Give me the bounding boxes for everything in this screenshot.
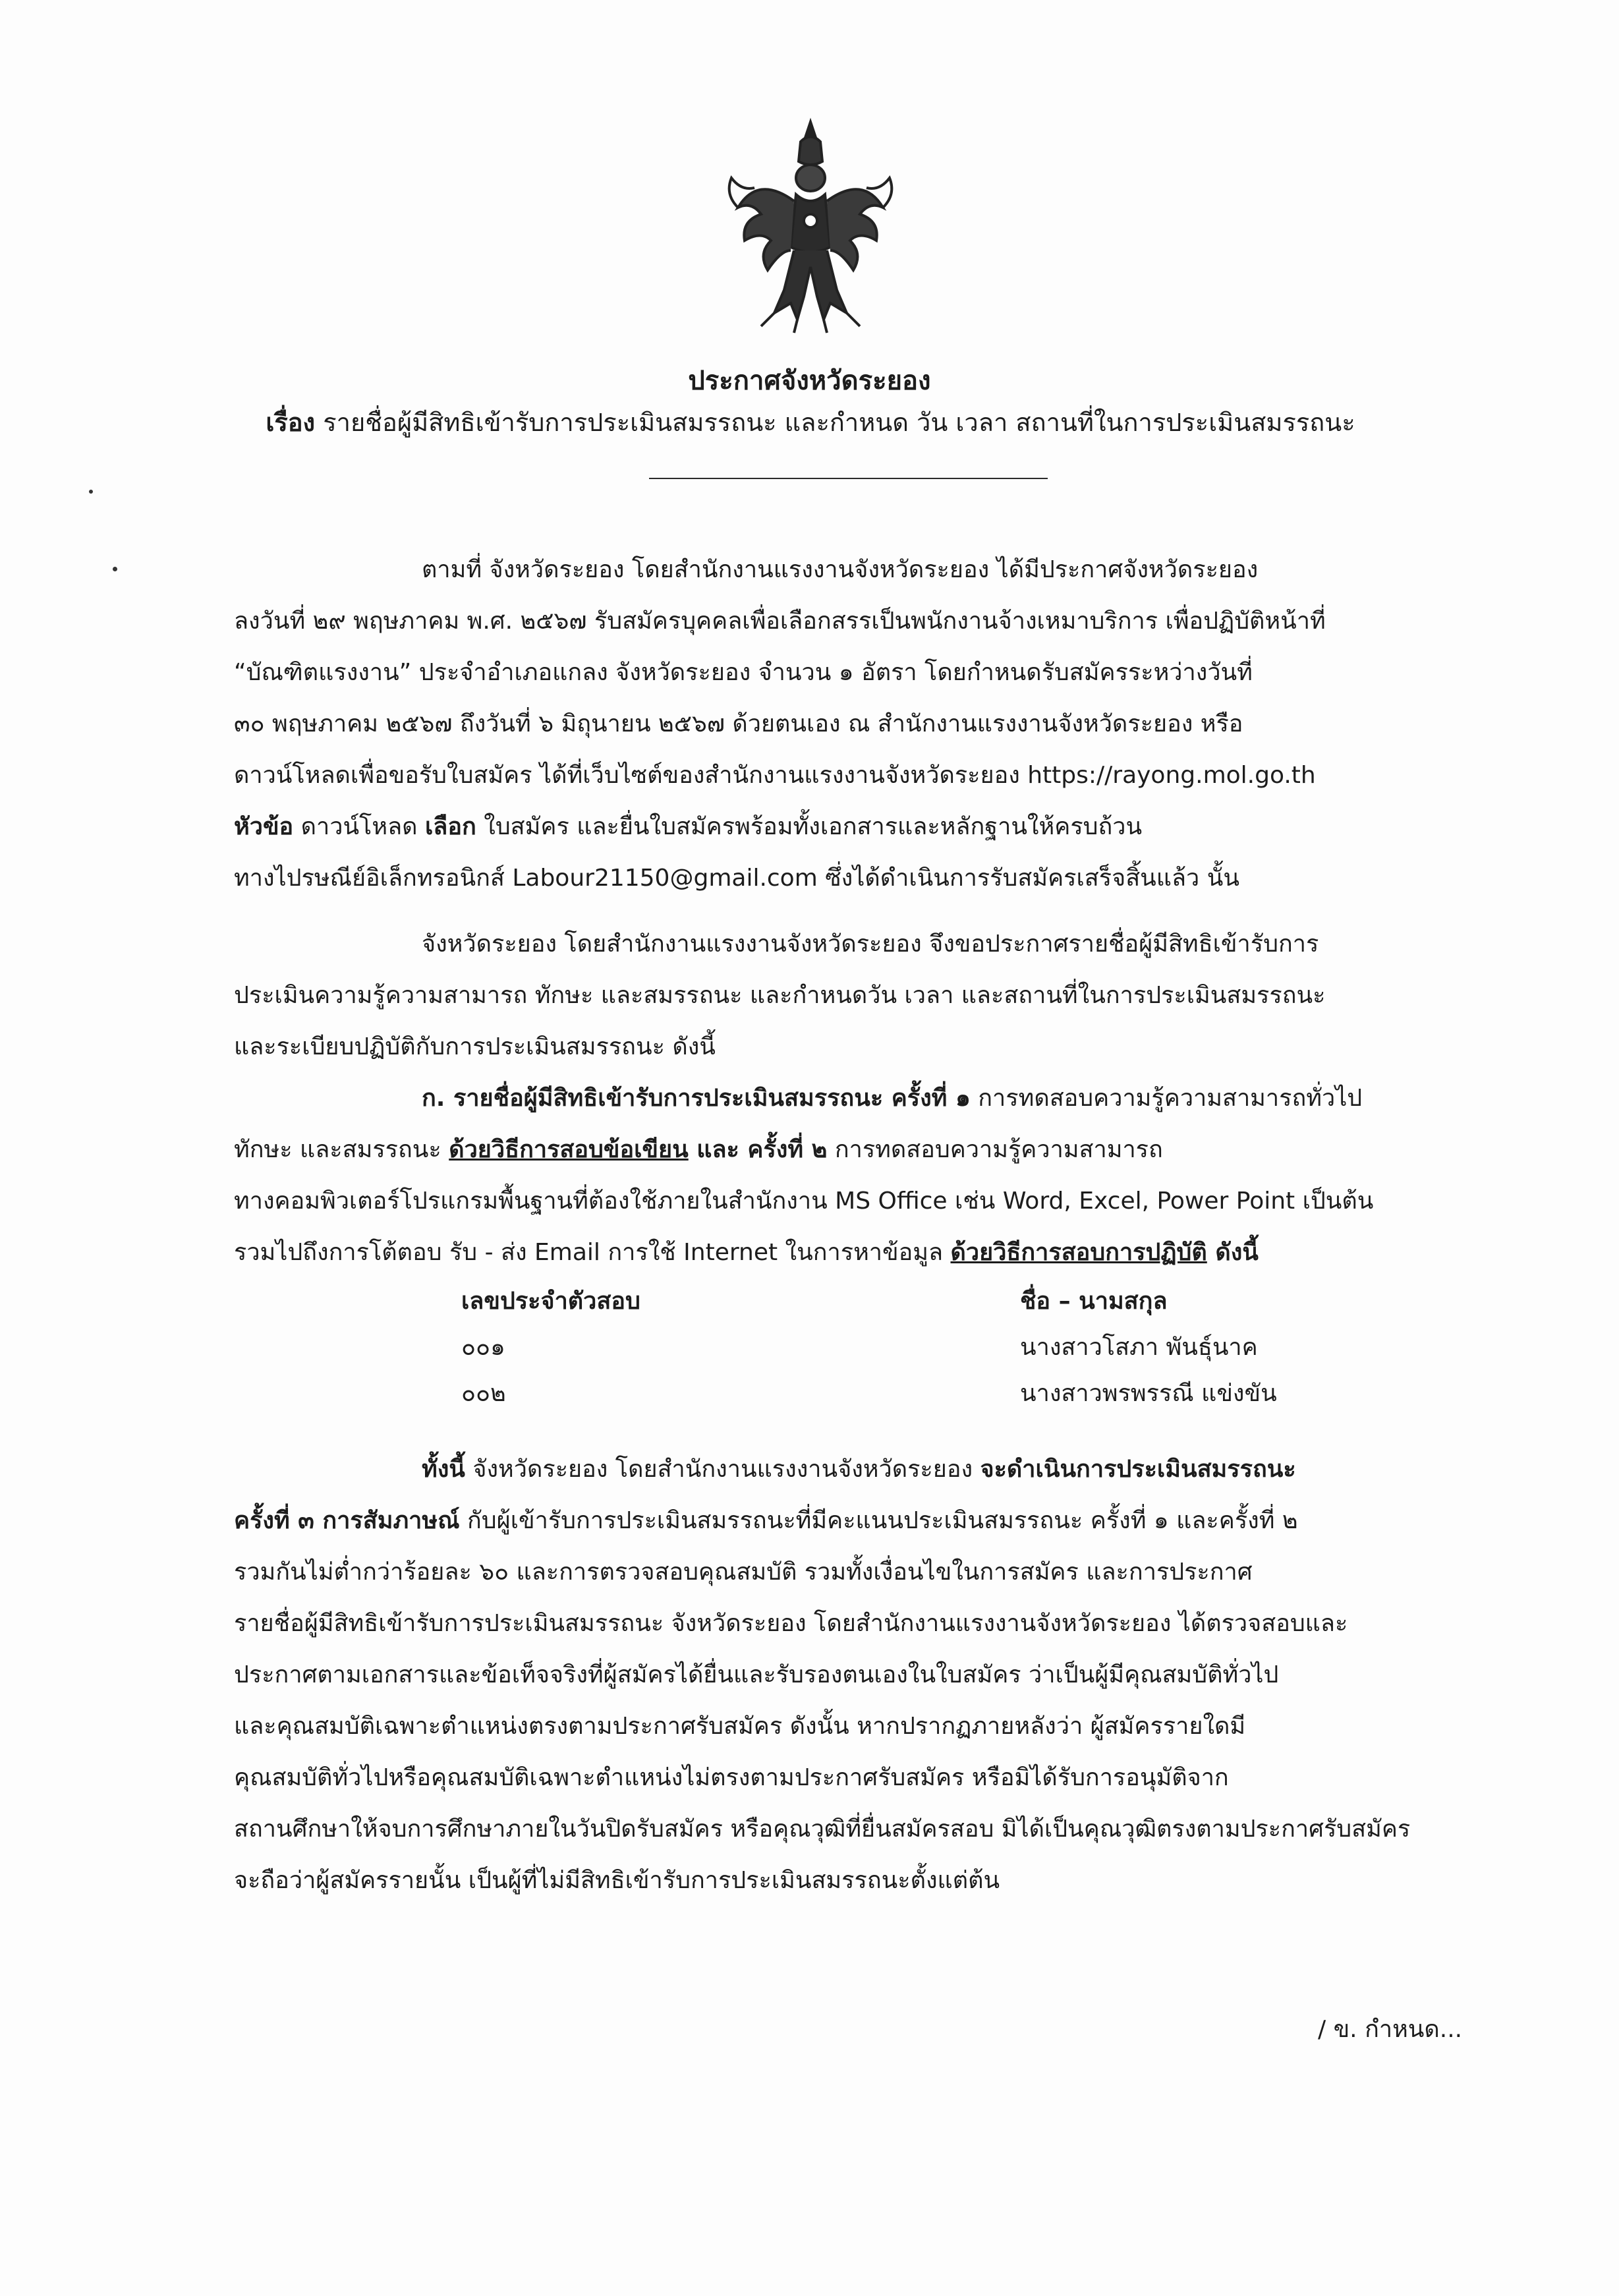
section-a-line-2-text-b: การทดสอบความรู้ความสามารถ <box>827 1136 1163 1163</box>
para3-line-4: รายชื่อผู้มีสิทธิเข้ารับการประเมินสมรรถนะ จังหวัดระยอง โดยสำนักงานแรงงานจังหวัดระยอง ได้ตรวจสอบและ <box>234 1610 1348 1637</box>
para1-line-4: ๓๐ พฤษภาคม ๒๕๖๗ ถึงวันที่ ๖ มิถุนายน ๒๕๖๗ ด้วยตนเอง ณ สำนักงานแรงงานจังหวัดระยอง หรือ <box>234 710 1243 737</box>
table-row-1-name: นางสาวโสภา พันธุ์นาค <box>1020 1334 1258 1361</box>
para3-line-8: สถานศึกษาให้จบการศึกษาภายในวันปิดรับสมัคร หรือคุณวุฒิที่ยื่นสมัครสอบ มิได้เป็นคุณวุฒิตรงตามประกาศรับสมัคร <box>234 1816 1411 1843</box>
round-three-interview: ครั้งที่ ๓ การสัมภาษณ์ <box>234 1507 460 1534</box>
title-divider <box>649 478 1048 479</box>
column-full-name: ชื่อ – นามสกุล <box>1020 1288 1168 1315</box>
as-follows-label: ดังนี้ <box>1207 1239 1259 1266</box>
para3-line-2-text: กับผู้เข้ารับการประเมินสมรรถนะที่มีคะแนนประเมินสมรรถนะ ครั้งที่ ๑ และครั้งที่ ๒ <box>459 1507 1298 1534</box>
written-exam-method: ด้วยวิธีการสอบข้อเขียน <box>449 1136 689 1163</box>
table-row-1-id: ๐๐๑ <box>461 1334 505 1361</box>
section-a-line-4-text: รวมไปถึงการโต้ตอบ รับ - ส่ง Email การใช้ Internet ในการหาข้อมูล <box>234 1239 951 1266</box>
section-a-line-2-text-a: ทักษะ และสมรรถนะ <box>234 1136 449 1163</box>
table-row-2-name: นางสาวพรพรรณี แข่งขัน <box>1020 1380 1277 1407</box>
garuda-emblem <box>712 115 909 339</box>
round-two-label: และ ครั้งที่ ๒ <box>688 1136 828 1163</box>
practical-exam-method: ด้วยวิธีการสอบการปฏิบัติ <box>950 1239 1207 1266</box>
para3-line-3: รวมกันไม่ต่ำกว่าร้อยละ ๖๐ และการตรวจสอบคุณสมบัติ รวมทั้งเงื่อนไขในการสมัคร และการประกาศ <box>234 1559 1253 1586</box>
para3-line-7: คุณสมบัติทั่วไปหรือคุณสมบัติเฉพาะตำแหน่งไม่ตรงตามประกาศรับสมัคร หรือมิได้รับการอนุมัติจาก <box>234 1764 1229 1791</box>
section-a-line-1 <box>422 1079 1362 1116</box>
para2-line-1: จังหวัดระยอง โดยสำนักงานแรงงานจังหวัดระยอง จึงขอประกาศรายชื่อผู้มีสิทธิเข้ารับการ <box>422 931 1319 958</box>
para3-line-5: ประกาศตามเอกสารและข้อเท็จจริงที่ผู้สมัครได้ยื่นและรับรองตนเองในใบสมัคร ว่าเป็นผู้มีคุณสมบัติทั่วไป <box>234 1661 1279 1688</box>
para3-line-9: จะถือว่าผู้สมัครรายนั้น เป็นผู้ที่ไม่มีสิทธิเข้ารับการประเมินสมรรถนะตั้งแต่ต้น <box>234 1867 1000 1894</box>
para3-line-1 <box>422 1450 1296 1487</box>
announcement-title: ประกาศจังหวัดระยอง <box>688 366 931 396</box>
announcement-subject <box>198 402 1423 442</box>
para1-line-6 <box>234 807 1142 845</box>
column-exam-id: เลขประจำตัวสอบ <box>461 1288 640 1315</box>
topic-label: หัวข้อ <box>234 813 294 840</box>
scan-speck <box>89 490 93 494</box>
scan-speck <box>113 567 117 571</box>
para2-line-2: ประเมินความรู้ความสามารถ ทักษะ และสมรรถนะ และกำหนดวัน เวลา และสถานที่ในการประเมินสมรรถนะ <box>234 982 1326 1009</box>
subject-label: เรื่อง <box>266 408 316 437</box>
section-a-heading: ก. รายชื่อผู้มีสิทธิเข้ารับการประเมินสมรรถนะ ครั้งที่ ๑ <box>422 1085 971 1112</box>
subject-text: รายชื่อผู้มีสิทธิเข้ารับการประเมินสมรรถนะ และกำหนด วัน เวลา สถานที่ในการประเมินสมรรถนะ <box>323 408 1355 437</box>
para1-line-6-text-a: ดาวน์โหลด <box>293 813 425 840</box>
section-a-line-3: ทางคอมพิวเตอร์โปรแกรมพื้นฐานที่ต้องใช้ภายในสำนักงาน MS Office เช่น Word, Excel, Power Point เป็นต้น <box>234 1188 1374 1215</box>
hereby-label: ทั้งนี้ <box>422 1456 465 1483</box>
para1-line-6-text-b: ใบสมัคร และยื่นใบสมัครพร้อมทั้งเอกสารและหลักฐานให้ครบถ้วน <box>476 813 1143 840</box>
para3-line-1-text: จังหวัดระยอง โดยสำนักงานแรงงานจังหวัดระยอง <box>465 1456 980 1483</box>
section-a-line-2 <box>234 1130 1163 1168</box>
continuation-note: / ข. กำหนด... <box>1318 2016 1463 2043</box>
select-label: เลือก <box>425 813 476 840</box>
para1-line-7: ทางไปรษณีย์อิเล็กทรอนิกส์ Labour21150@gmail.com ซึ่งได้ดำเนินการรับสมัครเสร็จสิ้นแล้ว นั้น <box>234 865 1239 892</box>
para2-line-3: และระเบียบปฏิบัติกับการประเมินสมรรถนะ ดังนี้ <box>234 1033 716 1060</box>
para3-line-2 <box>234 1501 1298 1539</box>
para1-line-1: ตามที่ จังหวัดระยอง โดยสำนักงานแรงงานจังหวัดระยอง ได้มีประกาศจังหวัดระยอง <box>422 556 1259 583</box>
para1-line-3: “บัณฑิตแรงงาน” ประจำอำเภอแกลง จังหวัดระยอง จำนวน ๑ อัตรา โดยกำหนดรับสมัครระหว่างวันที่ <box>234 659 1253 686</box>
will-assess-label: จะดำเนินการประเมินสมรรถนะ <box>980 1456 1296 1483</box>
para1-line-2: ลงวันที่ ๒๙ พฤษภาคม พ.ศ. ๒๕๖๗ รับสมัครบุคคลเพื่อเลือกสรรเป็นพนักงานจ้างเหมาบริการ เพื่อปฏิบัติหน้าที่ <box>234 608 1326 635</box>
table-row-2-id: ๐๐๒ <box>461 1380 506 1407</box>
section-a-line-1-text: การทดสอบความรู้ความสามารถทั่วไป <box>970 1085 1363 1112</box>
para1-line-5: ดาวน์โหลดเพื่อขอรับใบสมัคร ได้ที่เว็บไซต์ของสำนักงานแรงงานจังหวัดระยอง https://rayong.mol.go.th <box>234 762 1316 789</box>
section-a-line-4 <box>234 1233 1259 1271</box>
para3-line-6: และคุณสมบัติเฉพาะตำแหน่งตรงตามประกาศรับสมัคร ดังนั้น หากปรากฏภายหลังว่า ผู้สมัครรายใดมี <box>234 1713 1246 1740</box>
